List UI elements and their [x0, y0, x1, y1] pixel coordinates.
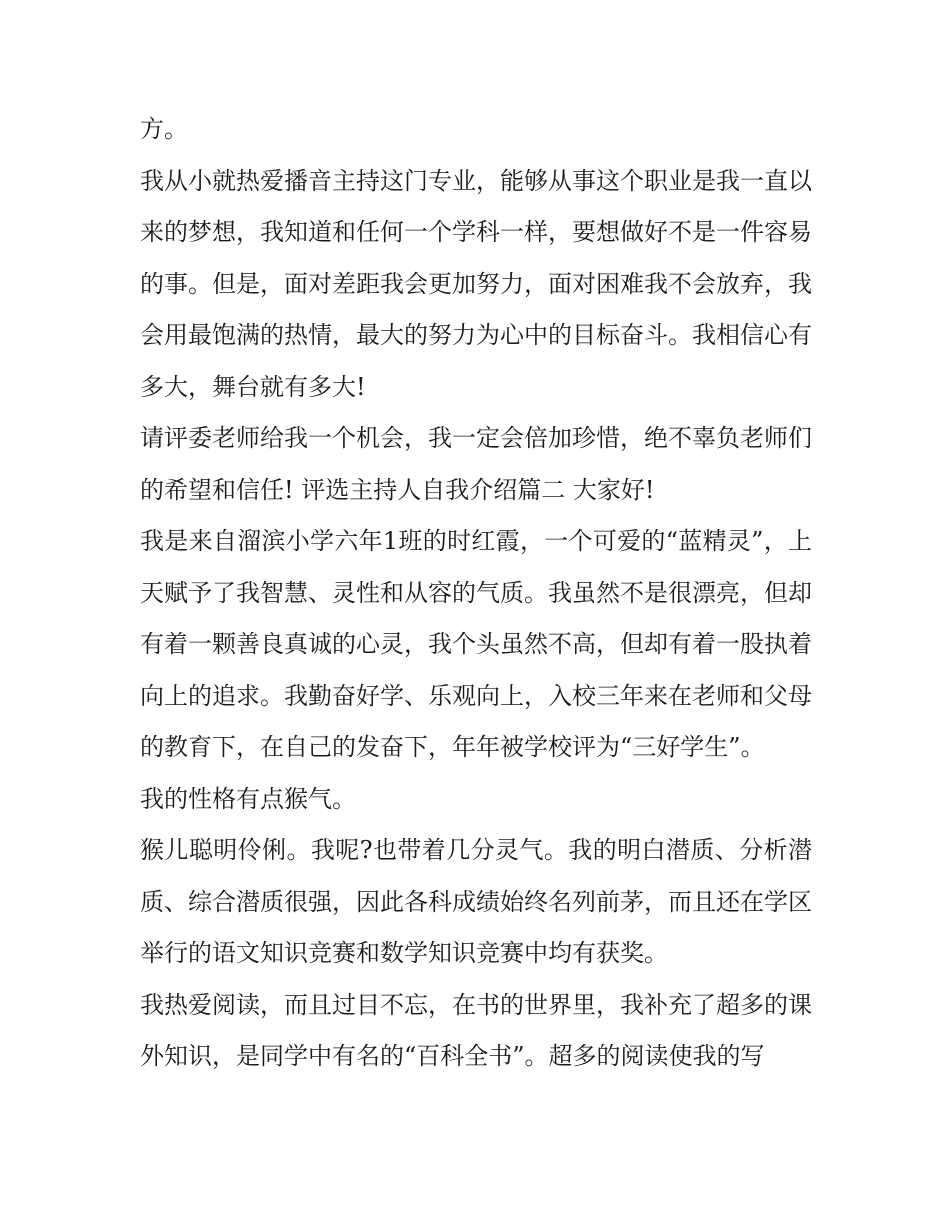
paragraph-5: 我的性格有点猴气。	[140, 784, 356, 813]
paragraph-2: 我从小就热爱播音主持这门专业，能够从事这个职业是我一直以来的梦想，我知道和任何一个学科一样，要想做好不是一件容易的事。但是，面对差距我会更加努力，面对困难我不会放弃，我会用最饱满的热情，最大的努力为心中的目标奋斗。我相信心有多大，舞台就有多大!	[140, 166, 812, 401]
paragraph-7: 我热爱阅读，而且过目不忘，在书的世界里，我补充了超多的课外知识，是同学中有名的“百科全书”。超多的阅读使我的写	[140, 990, 812, 1070]
document-body	[140, 104, 812, 1083]
paragraph-6: 猴儿聪明伶俐。我呢?也带着几分灵气。我的明白潜质、分析潜质、综合潜质很强，因此各科成绩始终名列前茅，而且还在学区举行的语文知识竞赛和数学知识竞赛中均有获奖。	[140, 836, 812, 967]
paragraph-3: 请评委老师给我一个机会，我一定会倍加珍惜，绝不辜负老师们的希望和信任! 评选主持人自我介绍篇二 大家好!	[140, 424, 812, 504]
paragraph-1: 方。	[140, 115, 188, 143]
paragraph-4: 我是来自溜滨小学六年1班的时红霞，一个可爱的“蓝精灵”，上天赋予了我智慧、灵性和从容的气质。我虽然不是很漂亮，但却有着一颗善良真诚的心灵，我个头虽然不高，但却有着一股执着向上的追求。我勤奋好学、乐观向上，入校三年来在老师和父母的教育下，在自己的发奋下，年年被学校评为“三好学生”。	[140, 527, 812, 761]
